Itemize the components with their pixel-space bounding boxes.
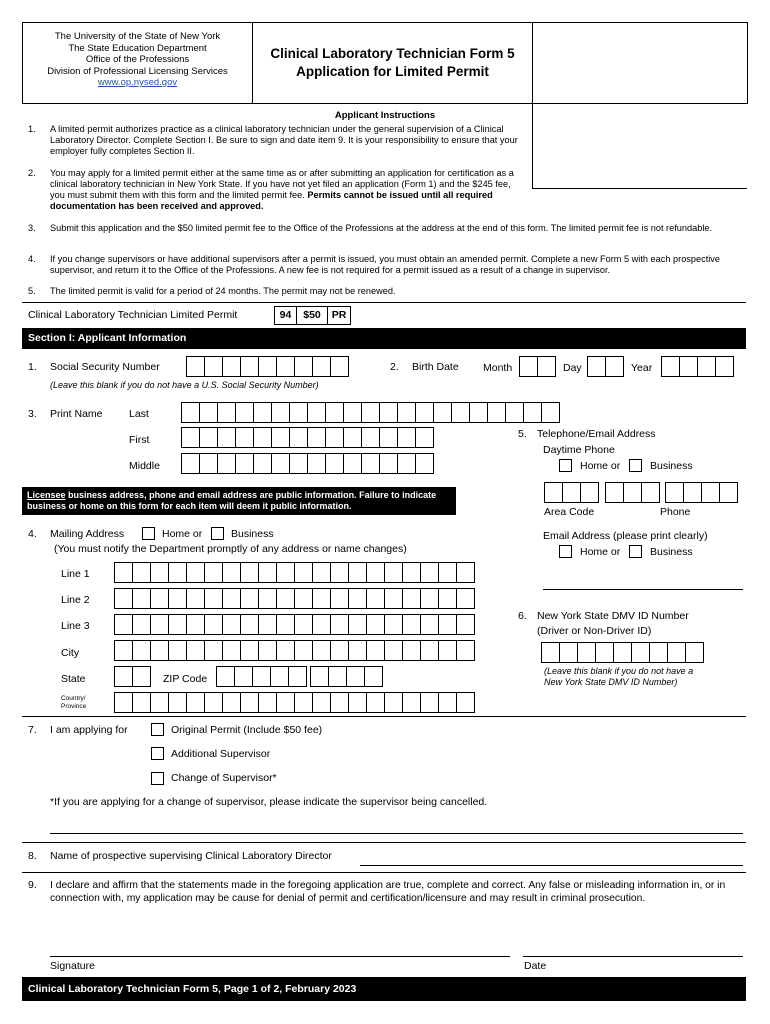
email-business-checkbox[interactable] [629, 545, 642, 558]
divider [22, 716, 746, 717]
agency-block: The University of the State of New York The State Education Department Office of the Professions Division of Professional Licensing Services www.op.nysed.gov [47, 31, 228, 88]
change-supervisor-checkbox[interactable] [151, 772, 164, 785]
phone-business-checkbox[interactable] [629, 459, 642, 472]
permit-type-code: PR [327, 306, 351, 325]
section-1-header: Section I: Applicant Information [22, 328, 746, 349]
zip-plus4-input[interactable] [310, 666, 382, 687]
additional-supervisor-checkbox[interactable] [151, 747, 164, 760]
dmv-note: (Leave this blank if you do not have a New York State DMV ID Number) [544, 666, 694, 687]
website-link[interactable]: www.op.nysed.gov [97, 77, 178, 88]
address-line2-input[interactable] [114, 588, 474, 609]
dmv-id-input[interactable] [541, 642, 703, 663]
fee-amount: $50 [296, 306, 328, 325]
footer-bar: Clinical Laboratory Technician Form 5, Page 1 of 2, February 2023 [22, 977, 746, 1001]
permit-type-label: Clinical Laboratory Technician Limited Permit [28, 309, 238, 321]
divider [532, 188, 747, 189]
phone-number-input[interactable] [665, 482, 737, 503]
city-input[interactable] [114, 640, 474, 661]
profession-code: 94 [274, 306, 297, 325]
email-label: Email Address (please print clearly) [543, 530, 708, 542]
applying-for-label: I am applying for [50, 724, 128, 736]
phone-email-label: Telephone/Email Address [537, 428, 656, 440]
divider [22, 872, 746, 873]
email-home-checkbox[interactable] [559, 545, 572, 558]
divider [22, 302, 746, 303]
print-name-label: Print Name [50, 408, 103, 420]
area-code-input[interactable] [544, 482, 598, 503]
divider [532, 23, 533, 189]
dmv-id-label: New York State DMV ID Number [537, 610, 689, 622]
date-line[interactable] [523, 956, 743, 957]
change-supervisor-note: *If you are applying for a change of supervisor, please indicate the supervisor being cancelled. [50, 796, 488, 808]
state-input[interactable] [114, 666, 150, 687]
daytime-phone-label: Daytime Phone [543, 444, 615, 456]
ssn-label: Social Security Number [50, 361, 160, 373]
birth-day-input[interactable] [587, 356, 623, 377]
signature-line[interactable] [50, 956, 510, 957]
zip-code-input[interactable] [216, 666, 306, 687]
phone-prefix-input[interactable] [605, 482, 659, 503]
birth-year-input[interactable] [661, 356, 733, 377]
director-name-label: Name of prospective supervising Clinical Laboratory Director [50, 850, 332, 862]
public-info-notice: Licensee business address, phone and email address are public information. Failure to indicate business or home on this form for each item will deem it public information. [22, 487, 456, 515]
address-line1-input[interactable] [114, 562, 474, 583]
director-name-line[interactable] [360, 865, 743, 866]
ssn-input[interactable] [186, 356, 348, 377]
cancelled-supervisor-line[interactable] [50, 833, 743, 834]
middle-name-input[interactable] [181, 453, 433, 474]
declaration-text: I declare and affirm that the statements made in the foregoing application are true, complete and correct. Any false or misleading information in, or in connection with, my application may be cause for denial of permit and certification/licensure and may result in criminal prosecution. [50, 880, 726, 904]
country-label: Country/ Province [61, 695, 87, 710]
birth-date-label: Birth Date [412, 361, 459, 373]
email-input-line[interactable] [543, 589, 743, 590]
mail-home-checkbox[interactable] [142, 527, 155, 540]
original-permit-checkbox[interactable] [151, 723, 164, 736]
first-name-input[interactable] [181, 427, 433, 448]
instructions-title: Applicant Instructions [334, 110, 436, 121]
ssn-note: (Leave this blank if you do not have a U.S. Social Security Number) [50, 380, 319, 390]
country-input[interactable] [114, 692, 474, 713]
phone-home-checkbox[interactable] [559, 459, 572, 472]
mailing-address-label: Mailing Address [50, 528, 125, 540]
mail-business-checkbox[interactable] [211, 527, 224, 540]
address-line3-input[interactable] [114, 614, 474, 635]
divider [22, 842, 746, 843]
mailing-address-note: (You must notify the Department promptly of any address or name changes) [54, 543, 407, 555]
last-name-input[interactable] [181, 402, 559, 423]
header-box [22, 22, 748, 104]
birth-month-input[interactable] [519, 356, 555, 377]
form-title: Clinical Laboratory Technician Form 5 Application for Limited Permit [270, 46, 515, 79]
